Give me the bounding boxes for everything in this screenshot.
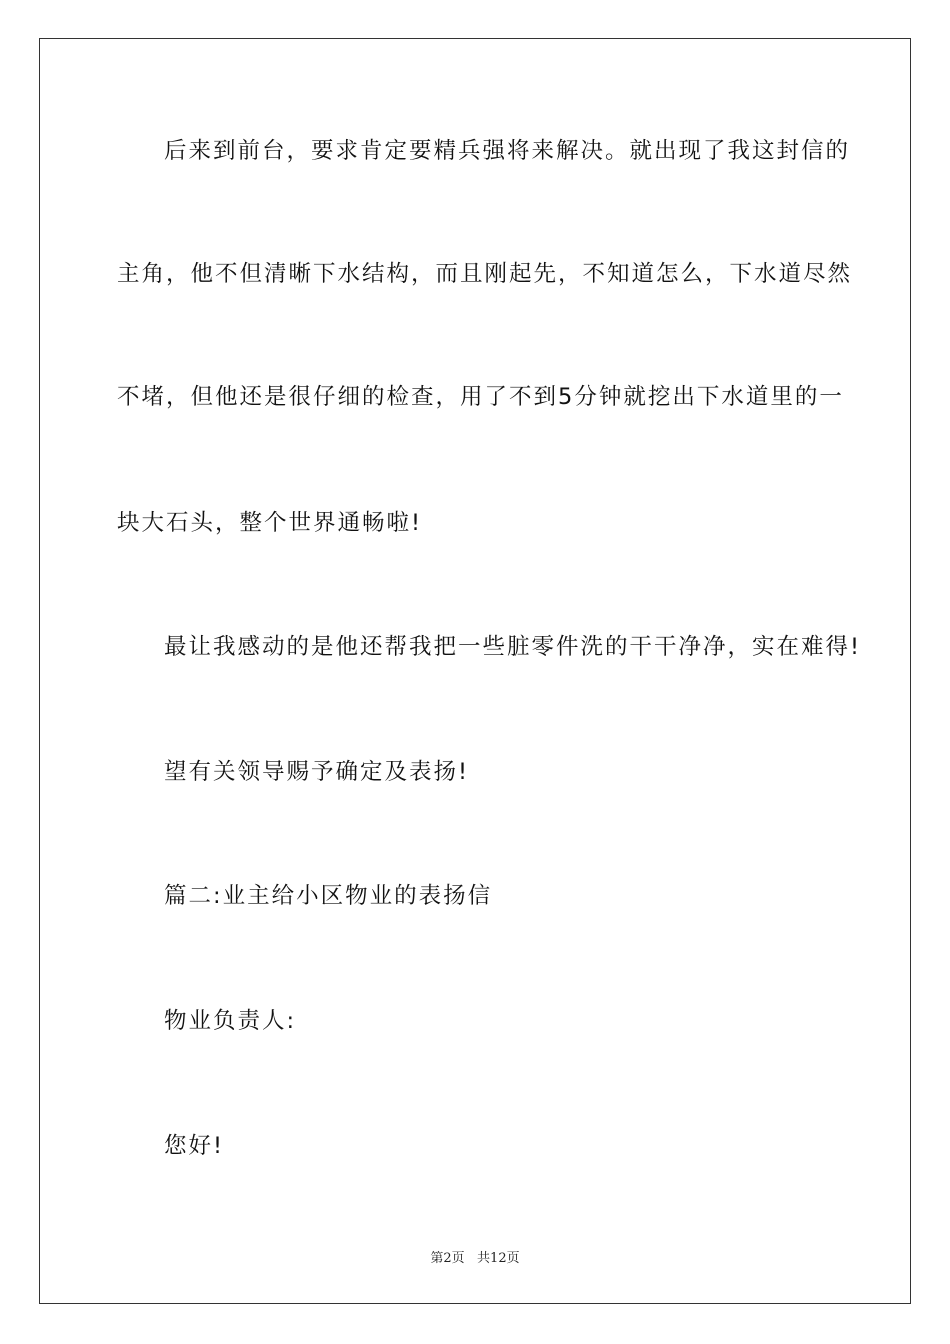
- section-heading: 篇二:业主给小区物业的表扬信: [164, 883, 493, 909]
- paragraph-line: 不堵，但他还是很仔细的检查，用了不到5分钟就挖出下水道里的一: [117, 384, 844, 410]
- page-number-footer: 第2页 共12页: [430, 1251, 520, 1266]
- greeting: 您好!: [164, 1133, 225, 1159]
- page-border: [39, 38, 911, 1304]
- paragraph-line: 块大石头，整个世界通畅啦!: [117, 510, 423, 536]
- paragraph-line: 望有关领导赐予确定及表扬!: [164, 759, 470, 785]
- paragraph-line: 最让我感动的是他还帮我把一些脏零件洗的干干净净，实在难得!: [164, 634, 862, 660]
- salutation-recipient: 物业负责人:: [164, 1008, 297, 1034]
- paragraph-line: 主角，他不但清晰下水结构，而且刚起先，不知道怎么，下水道尽然: [117, 261, 853, 287]
- paragraph-line: 后来到前台，要求肯定要精兵强将来解决。就出现了我这封信的: [164, 138, 851, 164]
